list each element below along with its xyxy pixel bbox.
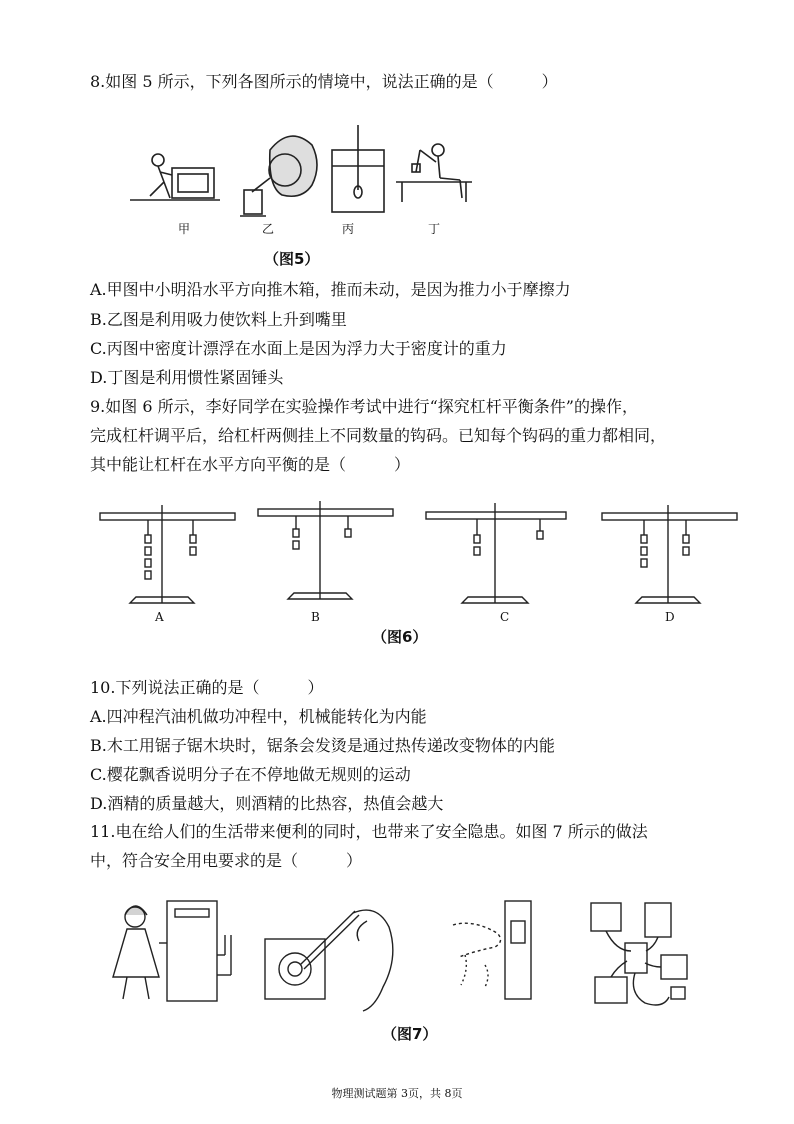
figure-7: [105, 895, 705, 1015]
q10-option-a: A.四冲程汽油机做功冲程中，机械能转化为内能: [90, 707, 427, 726]
q8-stem: 8.如图 5 所示，下列各图所示的情境中，说法正确的是（ ）: [90, 72, 558, 91]
fig6-label-c: C: [500, 610, 510, 624]
q10-option-b: B.木工用锯子锯木块时，锯条会发烫是通过热传递改变物体的内能: [90, 736, 555, 755]
fig5-caption: （图5）: [264, 250, 320, 268]
figure-5: [120, 120, 480, 220]
test-pen-socket-illustration: [265, 910, 393, 1011]
q8-option-d: D.丁图是利用惯性紧固锤头: [90, 368, 284, 387]
q11-stem-line-1: 11.电在给人们的生活带来便利的同时，也带来了安全隐患。如图 7 所示的做法: [90, 822, 648, 841]
q8-option-a: A.甲图中小明沿水平方向推木箱，推而未动，是因为推力小于摩擦力: [90, 280, 571, 299]
overloaded-socket-illustration: [591, 903, 687, 1005]
figure-6: [90, 495, 740, 610]
fig7-caption: （图7）: [382, 1025, 438, 1043]
q9-stem-line-3: 其中能让杠杆在水平方向平衡的是（ ）: [90, 455, 411, 474]
q9-stem-line-2: 完成杠杆调平后，给杠杆两侧挂上不同数量的钩码。已知每个钩码的重力都相同，: [90, 426, 667, 445]
fig5-label-bing: 丙: [342, 222, 355, 236]
fig5-label-jia: 甲: [178, 222, 191, 236]
fig6-label-d: D: [665, 610, 675, 624]
q10-option-c: C.樱花飘香说明分子在不停地做无规则的运动: [90, 765, 411, 784]
boy-drinking-straw-illustration: [240, 136, 317, 216]
q10-option-d: D.酒精的质量越大，则酒精的比热容，热值会越大: [90, 794, 444, 813]
fig5-label-ding: 丁: [428, 222, 441, 236]
fig5-label-yi: 乙: [262, 222, 275, 236]
figure-6-levers: [90, 495, 740, 610]
lever-b-illustration: [258, 501, 393, 599]
fig6-label-a: A: [155, 610, 164, 624]
hydrometer-cylinder-illustration: [332, 125, 384, 212]
hammering-on-bench-illustration: [396, 144, 472, 202]
lever-a-illustration: [100, 505, 235, 603]
q9-stem-line-1: 9.如图 6 所示，李好同学在实验操作考试中进行“探究杠杆平衡条件”的操作，: [90, 397, 638, 416]
lever-d-illustration: [602, 505, 737, 603]
fig6-caption: （图6）: [372, 628, 428, 646]
q11-stem-line-2: 中，符合安全用电要求的是（ ）: [90, 851, 363, 870]
boy-pushing-box-illustration: [130, 154, 220, 200]
q8-option-b: B.乙图是利用吸力使饮料上升到嘴里: [90, 310, 347, 329]
q8-option-c: C.丙图中密度计漂浮在水面上是因为浮力大于密度计的重力: [90, 339, 507, 358]
figure-5-illustrations: [120, 120, 480, 220]
girl-water-heater-illustration: [113, 901, 231, 1001]
lever-c-illustration: [426, 503, 566, 603]
fig6-label-b: B: [311, 610, 320, 624]
q10-stem: 10.下列说法正确的是（ ）: [90, 678, 324, 697]
wet-hand-switch-illustration: [453, 901, 531, 999]
page-footer: 物理测试题第 3页，共 8页: [331, 1087, 463, 1100]
figure-7-illustrations: [105, 895, 705, 1015]
